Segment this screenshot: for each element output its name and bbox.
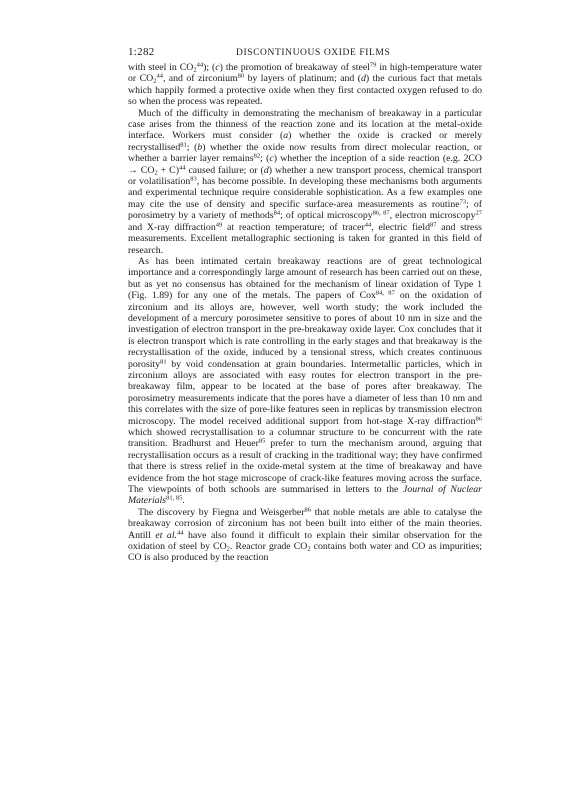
paragraph-4: The discovery by Fiegna and Weisgerber$^{86}$ that noble metals are able to catalyse the breakaway corrosion of zirconium has not been built into either of the main theories. Antill et al.$^{44}$ have also found it difficult to explain their similar observation for the oxidation of steel by $CO_2$. Reactor grade $CO_2$ contains both water and CO as impurities; CO is also produced by the reaction	[128, 506, 483, 564]
paragraph-3: As has been intimated certain breakaway reactions are of great technological importance and a correspondingly large amount of research has been carried out on these, but as yet no consensus has obtained for the mechanism of linear oxidation of Type 1 (Fig. 1.89) for any one of the metals. The papers of Cox$^{84, 87}$ on the oxidation of zirconium and its alloys are, however, well worth study; the work included the development of a mercury porosimeter sensitive to pores of about 10 nm in size and the investigation of electron transport in the pre-breakaway oxide layer. Cox concludes that it is electron transport which is rate controlling in the early stages and that breakaway is the recrystallisation of the oxide, induced by a tensional stress, which creates continuous porosity$^{81}$ by void condensation at grain boundaries. Intermetallic particles, which in zirconium alloys are associated with easy routes for electron transport in the pre-breakaway film, appear to be located at the base of pores after breakaway. The porosimetry measurements indicate that the pores have a diameter of less than 10 nm and this correlates with the size of pore-like features seen in replicas by transmission electron microscopy. The model received additional support from hot-stage X-ray diffraction$^{86}$ which showed recrystallisation to a columnar structure to be concurrent with the rate transition. Bradhurst and Heuer$^{85}$ prefer to turn the mechanism around, arguing that recrystallisation occurs as a result of cracking in the traditional way; they have confirmed that there is stress relief in the oxide-metal system at the time of breakaway and have evidence from the hot stage microscope of crack-like features moving across the surface. The viewpoints of both schools are summarised in letters to the Journal of Nuclear Materials$^{81, 85}$.	[128, 255, 482, 507]
paragraph-1: with steel in $CO_2^{44}$); (c) the promotion of breakaway of steel$^{79}$ in high-temperature water or $CO_2^{44}$, and of zirconium$^{80}$ by layers of platinum; and (d) the curious fact that metals which happily formed a protective oxide when they first contacted oxygen refused to do so when the process was repeated.	[128, 61, 482, 108]
running-title: DISCONTINUOUS OXIDE FILMS	[236, 48, 391, 58]
paragraph-2: Much of the difficulty in demonstrating the mechanism of breakaway in a particular case arises from the thinness of the reaction zone and its location at the metal-oxide interface. Workers must consider (a) whether the oxide is cracked or merely recrystallised$^{81}$; (b) whether the oxide now results from direct molecular reaction, or whether a barrier layer remains$^{82}$; (c) whether the inception of a side reaction (e.g. $2CO \to CO_2 + C)^{44}$ caused failure; or (d) whether a new transport process, chemical transport or volatilisation$^{83}$, has become possible. In developing these mechanisms both arguments and experimental technique require considerable sophistication. As a few examples one may cite the use of density and specific surface-area measurements as routine$^{73}$; of porosimetry by a variety of methods$^{84}$; of optical microscopy$^{86, 87}$, electron microscopy$^{27}$ and X-ray diffraction$^{49}$ at reaction temperature; of tracer$^{44}$, electric field$^{87}$ and stress measurements. Excellent metallographic sectioning is taken for granted in this field of research.	[128, 107, 483, 256]
journal-title: Journal of Nuclear Materials	[128, 484, 482, 507]
page-header	[128, 46, 482, 58]
page-number: 1:282	[128, 46, 155, 58]
body-text	[128, 62, 482, 564]
